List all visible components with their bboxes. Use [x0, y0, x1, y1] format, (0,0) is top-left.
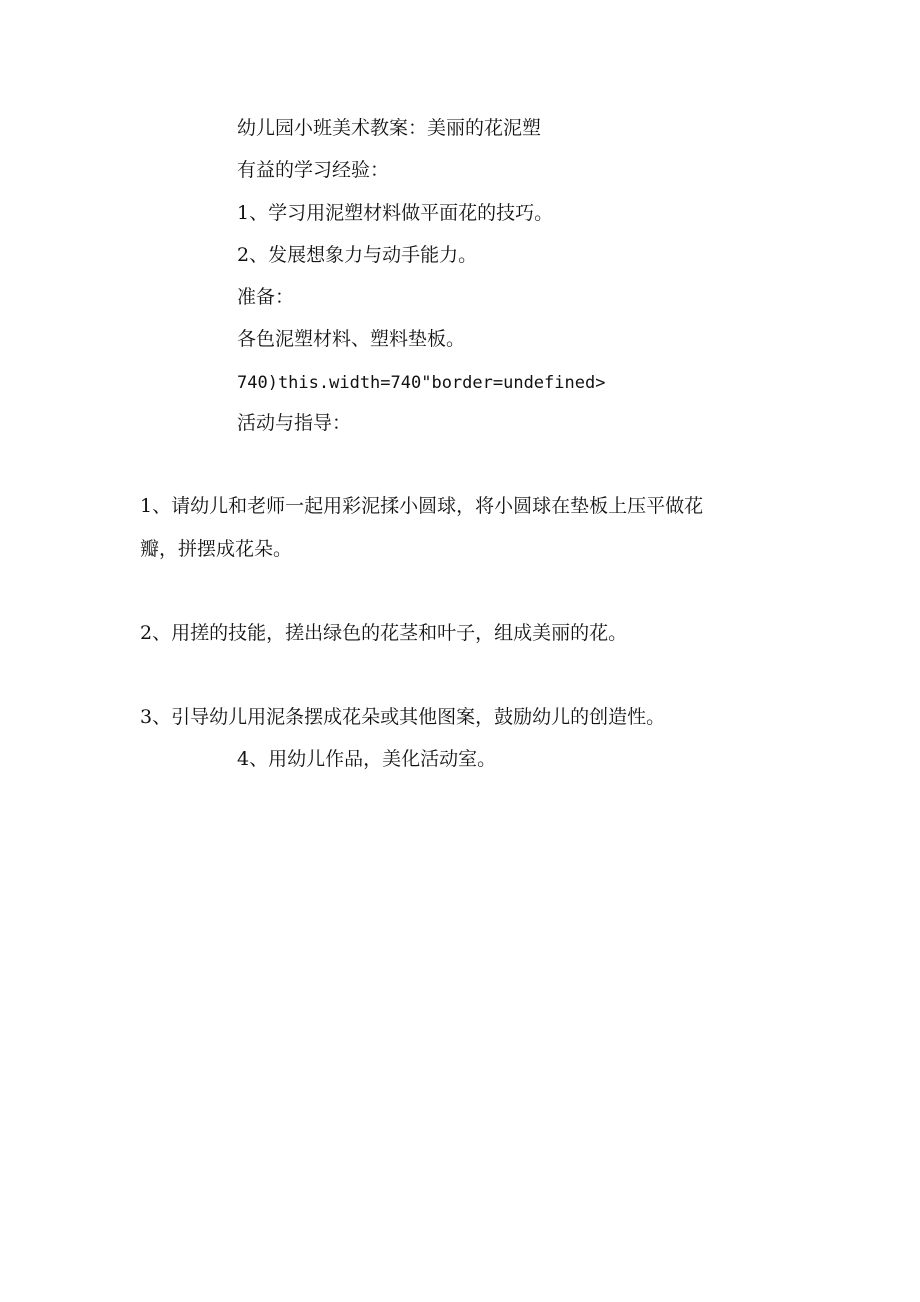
activity-heading: 活动与指导： [237, 412, 352, 434]
goal-item-2: 2、发展想象力与动手能力。 [237, 244, 478, 266]
activity-step-1-line-2: 瓣，拼摆成花朵。 [140, 538, 293, 560]
lesson-title: 幼儿园小班美术教案：美丽的花泥塑 [237, 117, 542, 139]
goal-item-1: 1、学习用泥塑材料做平面花的技巧。 [237, 202, 554, 224]
code-residue-text: 740)this.width=740"border=undefined> [237, 373, 606, 393]
prep-materials: 各色泥塑材料、塑料垫板。 [237, 328, 466, 350]
activity-step-4: 4、用幼儿作品，美化活动室。 [237, 748, 497, 770]
goals-heading: 有益的学习经验： [237, 159, 390, 181]
prep-heading: 准备： [237, 286, 295, 308]
activity-step-2: 2、用搓的技能，搓出绿色的花茎和叶子，组成美丽的花。 [140, 622, 628, 644]
activity-step-1-line-1: 1、请幼儿和老师一起用彩泥揉小圆球，将小圆球在垫板上压平做花 [140, 495, 704, 517]
activity-step-3: 3、引导幼儿用泥条摆成花朵或其他图案，鼓励幼儿的创造性。 [140, 706, 666, 728]
